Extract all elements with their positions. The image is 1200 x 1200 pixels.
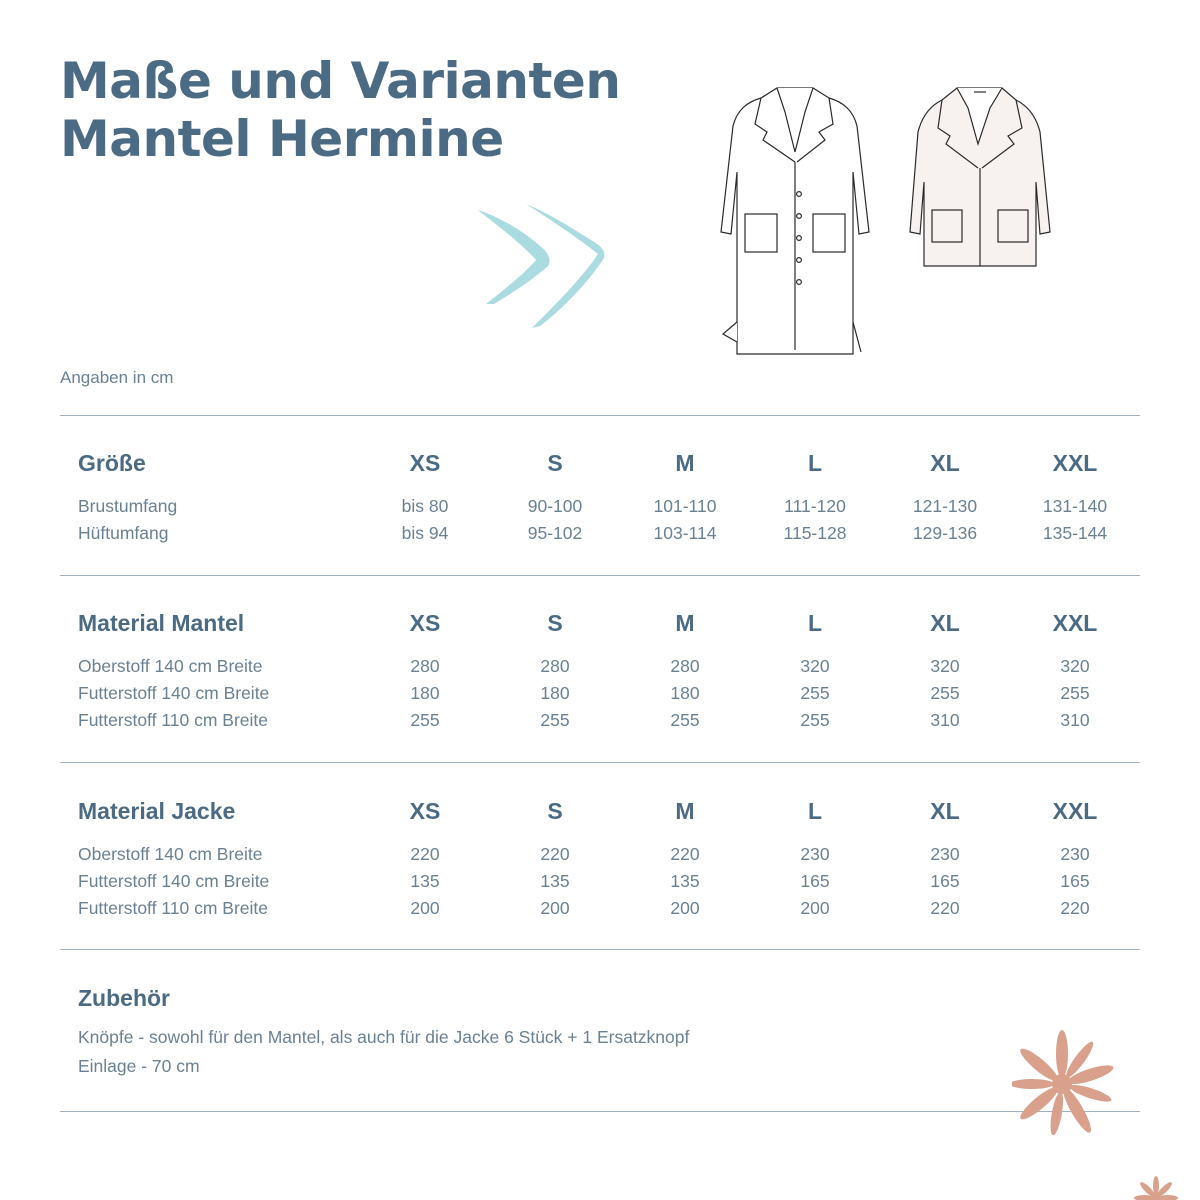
table-cell: 220 <box>1060 898 1090 918</box>
short-jacket-illustration <box>902 82 1057 272</box>
table-cell: 131-140 <box>1042 496 1108 516</box>
accessory-line: Knöpfe - sowohl für den Mantel, als auch für die Jacke 6 Stück + 1 Ersatzknopf <box>78 1027 690 1047</box>
divider <box>60 949 1140 950</box>
table-cell: 200 <box>800 898 830 918</box>
size-header: XXL <box>1052 610 1098 636</box>
coat-material-table <box>78 610 1140 737</box>
table-row <box>78 844 1140 871</box>
table-cell: 180 <box>410 683 440 703</box>
table-cell: 220 <box>670 844 700 864</box>
table-cell: 230 <box>930 844 960 864</box>
size-header: XL <box>930 798 960 824</box>
table-cell: 220 <box>540 844 570 864</box>
divider <box>60 1111 1140 1112</box>
table-cell: 111-120 <box>784 496 846 516</box>
table-cell: 115-128 <box>783 523 847 543</box>
table-row <box>78 871 1140 898</box>
row-label: Oberstoff 140 cm Breite <box>78 656 263 676</box>
table-cell: 90-100 <box>527 496 583 516</box>
table-cell: 180 <box>540 683 570 703</box>
size-header: XL <box>930 610 960 636</box>
table-cell: 135 <box>410 871 440 891</box>
divider <box>60 575 1140 576</box>
table-cell: 200 <box>410 898 440 918</box>
jacket-material-table <box>78 798 1140 925</box>
table-cell: 135-144 <box>1042 523 1108 543</box>
table-cell: 255 <box>410 710 440 730</box>
size-header: M <box>675 450 695 476</box>
table-header-row <box>78 450 1140 490</box>
section-title: Material Mantel <box>78 610 245 636</box>
table-cell: 135 <box>540 871 570 891</box>
size-header: L <box>807 798 823 824</box>
table-cell: 129-136 <box>912 523 978 543</box>
size-header: M <box>675 798 695 824</box>
divider <box>60 762 1140 763</box>
table-cell: bis 94 <box>401 523 449 543</box>
size-header: L <box>807 610 823 636</box>
accessories-title: Zubehör <box>78 985 170 1011</box>
table-cell: 200 <box>670 898 700 918</box>
title-line-1: Maße und Varianten <box>60 52 621 110</box>
divider <box>60 415 1140 416</box>
size-header: XS <box>409 798 441 824</box>
accessories-section <box>78 985 1140 1085</box>
size-header: XXL <box>1052 450 1098 476</box>
table-cell: 165 <box>930 871 960 891</box>
table-row <box>78 710 1140 737</box>
table-cell: 220 <box>410 844 440 864</box>
flower-icon <box>1134 1176 1178 1200</box>
table-cell: 255 <box>1060 683 1090 703</box>
flower-icon <box>1012 1030 1114 1142</box>
table-cell: 280 <box>410 656 440 676</box>
table-cell: 255 <box>800 683 830 703</box>
page-title <box>60 52 620 168</box>
row-label: Oberstoff 140 cm Breite <box>78 844 263 864</box>
accessory-line: Einlage - 70 cm <box>78 1056 200 1076</box>
table-row <box>78 683 1140 710</box>
table-cell: 180 <box>670 683 700 703</box>
section-title: Material Jacke <box>78 798 236 824</box>
table-cell: 255 <box>930 683 960 703</box>
table-cell: 320 <box>930 656 960 676</box>
size-header: XS <box>409 450 441 476</box>
table-cell: 255 <box>670 710 700 730</box>
table-cell: 200 <box>540 898 570 918</box>
size-header: XL <box>930 450 960 476</box>
row-label: Futterstoff 110 cm Breite <box>78 710 268 730</box>
table-cell: 165 <box>800 871 830 891</box>
section-title: Größe <box>78 450 146 476</box>
size-header: S <box>547 798 563 824</box>
table-cell: 230 <box>1060 844 1090 864</box>
row-label: Futterstoff 140 cm Breite <box>78 871 270 891</box>
table-cell: 103-114 <box>653 523 717 543</box>
table-row <box>78 898 1140 925</box>
row-label: Brustumfang <box>78 496 178 516</box>
size-header: L <box>807 450 823 476</box>
table-cell: 280 <box>540 656 570 676</box>
row-label: Futterstoff 110 cm Breite <box>78 898 268 918</box>
size-header: S <box>547 450 563 476</box>
row-label: Hüftumfang <box>78 523 169 543</box>
unit-note: Angaben in cm <box>60 368 174 387</box>
size-header: XS <box>409 610 441 636</box>
size-header: XXL <box>1052 798 1098 824</box>
size-header: M <box>675 610 695 636</box>
table-cell: 230 <box>800 844 830 864</box>
title-line-2: Mantel Hermine <box>60 110 504 168</box>
table-cell: 135 <box>670 871 700 891</box>
table-cell: bis 80 <box>401 496 449 516</box>
table-cell: 280 <box>670 656 700 676</box>
size-table <box>78 450 1140 550</box>
table-cell: 255 <box>800 710 830 730</box>
table-cell: 310 <box>930 710 960 730</box>
table-cell: 101-110 <box>653 496 717 516</box>
table-cell: 255 <box>540 710 570 730</box>
table-header-row <box>78 798 1140 838</box>
row-label: Futterstoff 140 cm Breite <box>78 683 270 703</box>
size-header: S <box>547 610 563 636</box>
table-cell: 95-102 <box>527 523 583 543</box>
table-cell: 310 <box>1060 710 1090 730</box>
table-row <box>78 496 1140 523</box>
table-cell: 220 <box>930 898 960 918</box>
table-cell: 165 <box>1060 871 1090 891</box>
table-cell: 320 <box>800 656 830 676</box>
double-chevron-icon <box>470 200 610 335</box>
table-row <box>78 523 1140 550</box>
table-cell: 320 <box>1060 656 1090 676</box>
long-coat-illustration <box>715 82 875 362</box>
table-cell: 121-130 <box>912 496 978 516</box>
table-row <box>78 656 1140 683</box>
table-header-row <box>78 610 1140 650</box>
